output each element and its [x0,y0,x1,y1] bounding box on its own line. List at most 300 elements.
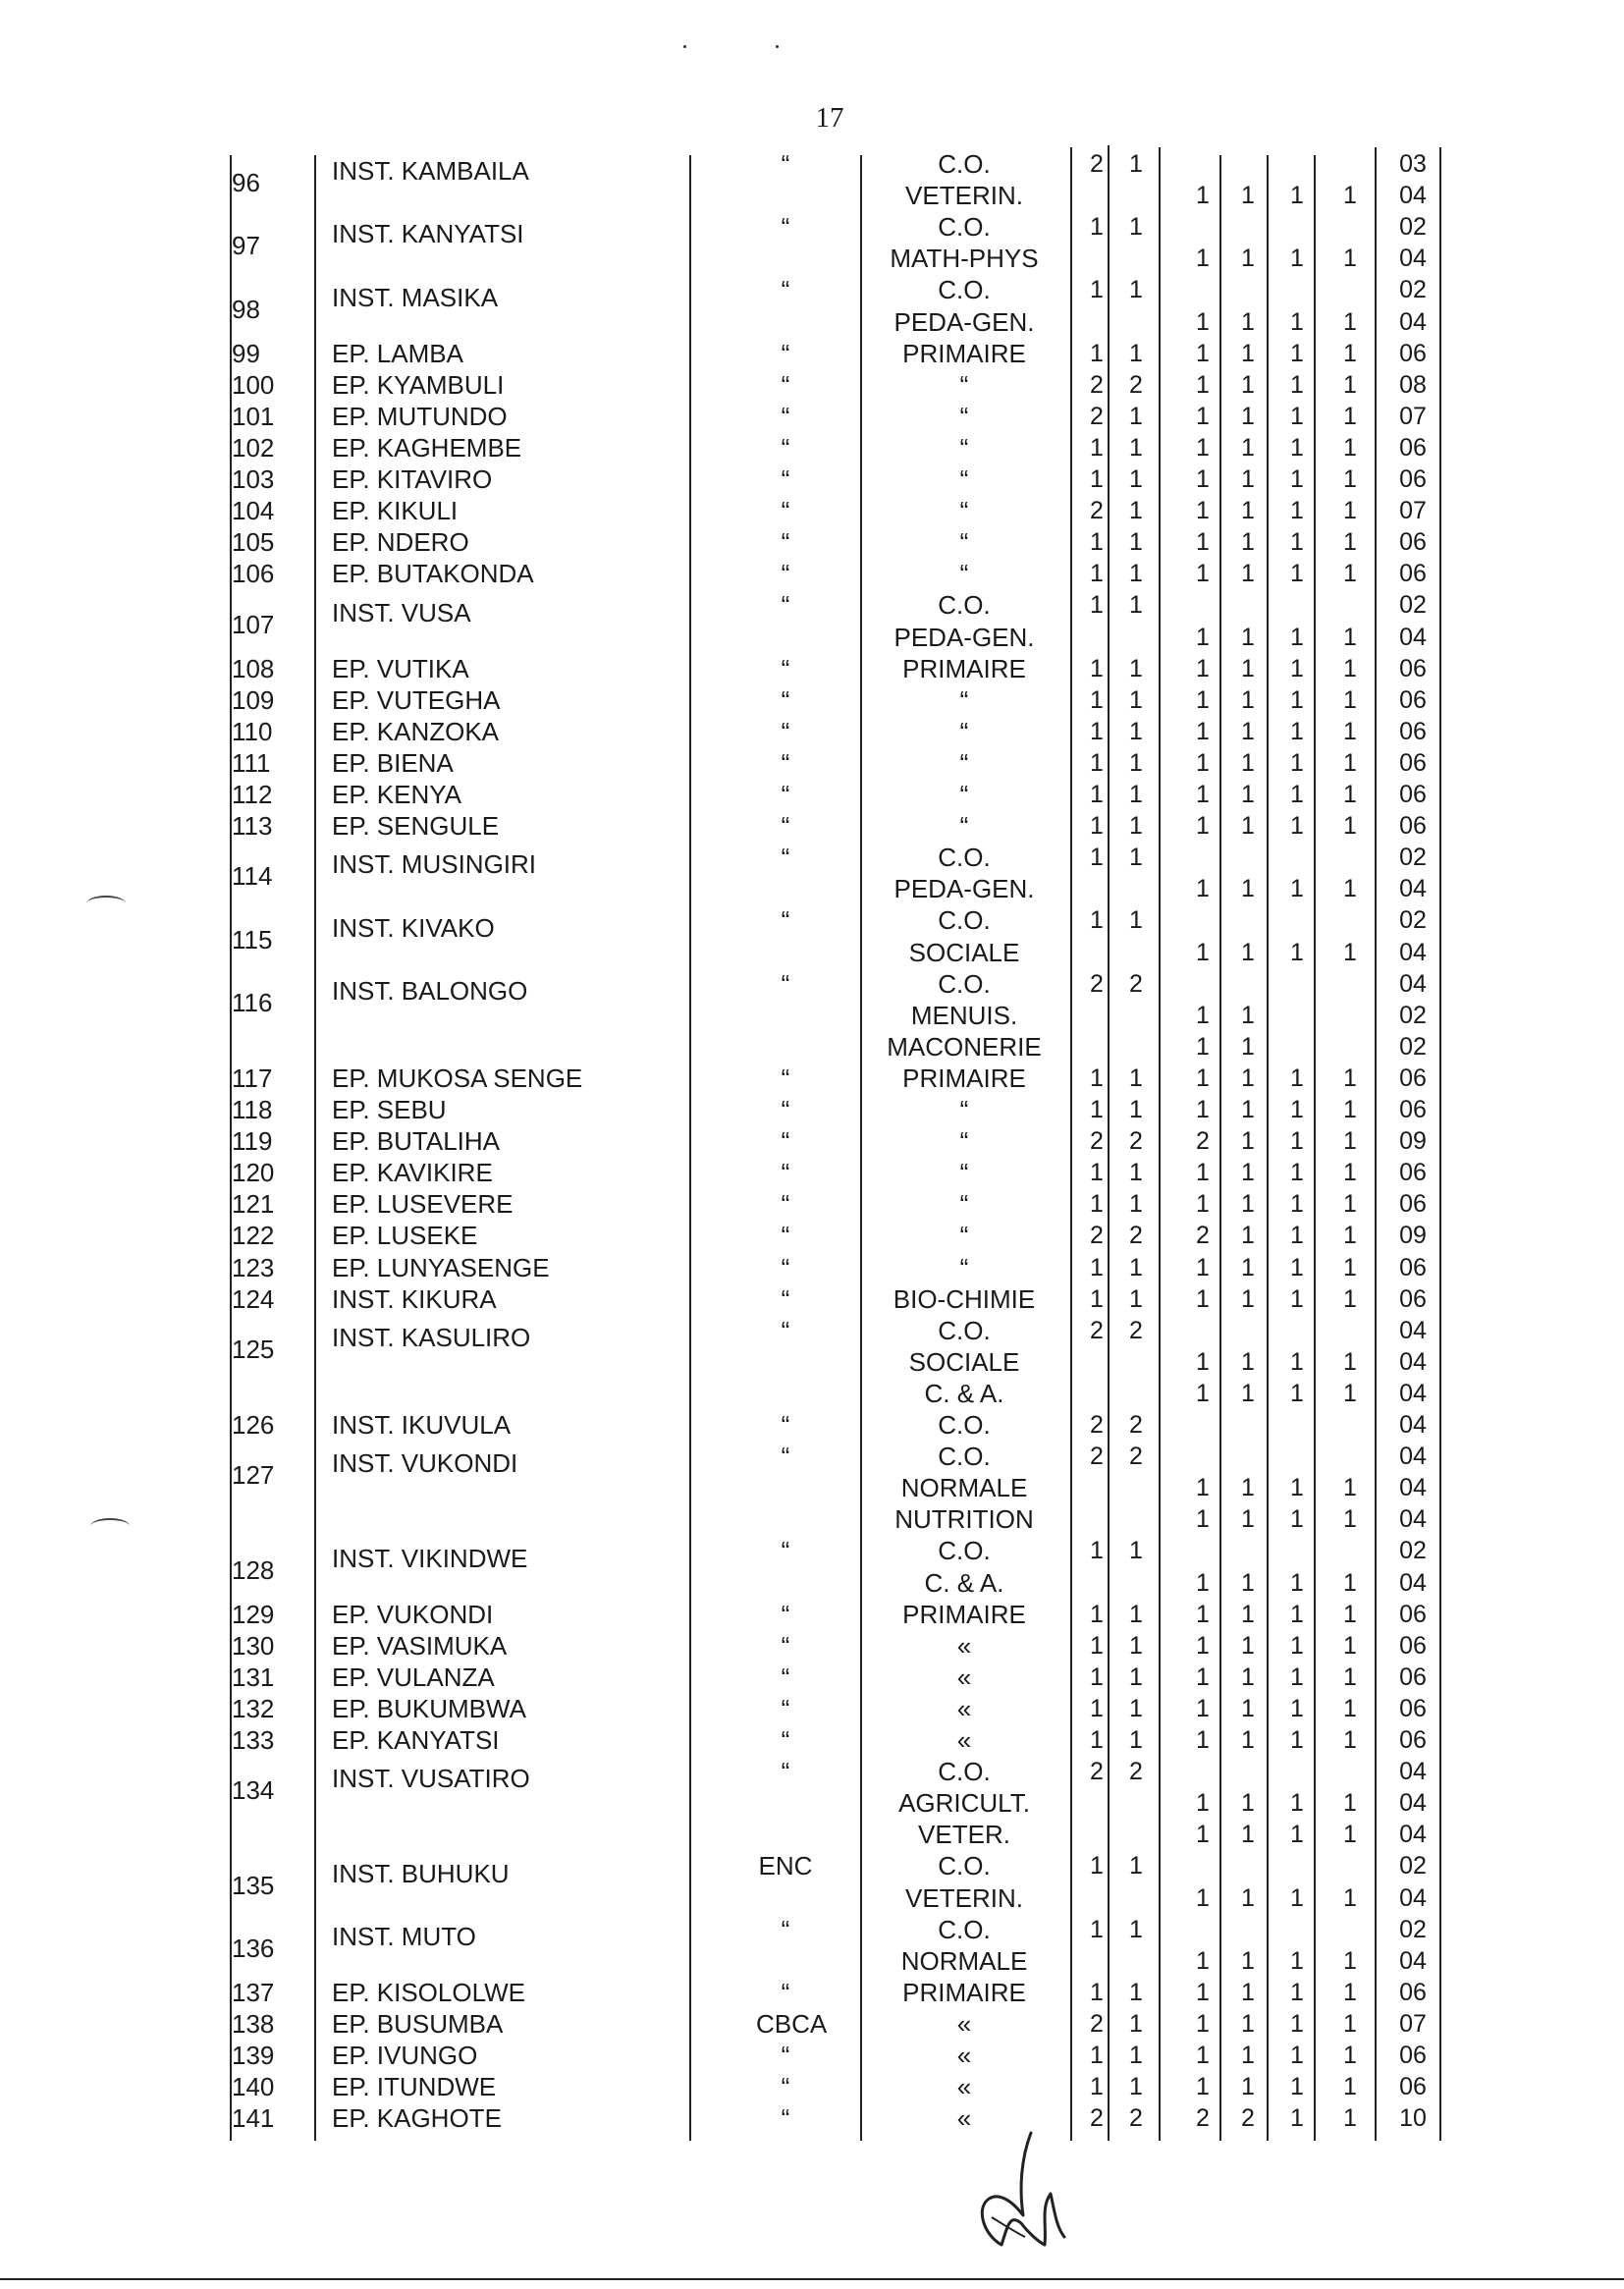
section-name: “ [959,747,969,778]
school-name: INST. KANYATSI [332,219,524,249]
grade-count-4: 1 [1241,245,1255,273]
school-name: INST. BUHUKU [332,1858,510,1888]
section-name: MACONERIE [887,1031,1042,1062]
row-number: 131 [232,1662,275,1692]
total-count: 06 [1399,2073,1427,2101]
grade-count-3 [1188,1915,1218,1944]
grade-count-1: 1 [1090,528,1104,557]
grade-count-2 [1121,623,1151,652]
school-name: INST. BALONGO [332,975,528,1006]
grade-count-5 [1282,1316,1312,1345]
grade-count-5: 1 [1290,1694,1304,1722]
grade-count-5: 1 [1290,2073,1304,2101]
organisation: “ [781,905,790,936]
grade-count-5: 1 [1290,339,1304,367]
grade-count-6 [1335,905,1365,935]
grade-count-3: 1 [1196,1096,1210,1123]
grade-count-4: 1 [1241,1883,1255,1912]
grade-count-4 [1233,275,1263,304]
section-name: « [956,1693,972,1723]
rule-grade-4 [1267,155,1269,2141]
grade-count-5: 1 [1290,875,1304,903]
total-count: 03 [1399,150,1427,178]
grade-count-1: 1 [1090,465,1104,493]
grade-count-1: 2 [1090,1127,1104,1156]
organisation: “ [781,1410,790,1440]
grade-count-4: 1 [1241,465,1255,493]
grade-count-4: 2 [1241,2104,1255,2133]
organisation: “ [781,1095,790,1124]
rule-grade-5 [1314,155,1316,2141]
rule-section-grades [1070,147,1072,2141]
total-count: 02 [1399,906,1427,935]
grade-count-1: 1 [1090,844,1104,872]
row-number: 134 [232,1775,275,1806]
total-count: 06 [1399,465,1427,493]
grade-count-2 [1121,1946,1151,1976]
grade-count-3: 1 [1196,528,1210,557]
grade-count-6: 1 [1343,1253,1357,1281]
total-count: 06 [1399,1600,1427,1628]
grade-count-1: 2 [1090,402,1104,430]
total-count: 04 [1399,623,1427,651]
grade-count-3: 1 [1196,465,1210,493]
row-number: 116 [232,987,273,1017]
grade-count-6: 1 [1343,1600,1357,1628]
grade-count-3: 1 [1196,370,1210,399]
grade-count-1: 1 [1090,213,1104,242]
school-name: EP. VUTEGHA [332,684,501,715]
grade-count-6: 1 [1343,433,1357,462]
grade-count-4: 1 [1241,1096,1255,1123]
grade-count-3: 1 [1196,497,1210,525]
organisation: “ [781,432,790,463]
school-name: INST. KAMBAILA [332,156,529,187]
school-name: EP. KENYA [332,780,461,809]
grade-count-6 [1335,149,1365,179]
grade-count-6: 1 [1343,1694,1357,1722]
grade-count-1: 1 [1090,1096,1104,1123]
total-count: 04 [1399,1568,1427,1597]
grade-count-1: 2 [1090,497,1104,525]
row-number: 137 [232,1977,275,2007]
grade-count-2: 1 [1129,591,1143,620]
school-name: INST. IKUVULA [332,1410,512,1440]
row-number: 112 [232,780,273,809]
school-name: INST. KIKURA [332,1283,497,1314]
row-number: 125 [232,1334,275,1364]
grade-count-5: 1 [1290,654,1304,682]
grade-count-5: 1 [1290,1821,1304,1849]
rule-left-outer [230,155,232,2141]
grade-count-1: 2 [1090,1758,1104,1786]
grade-count-3 [1188,1442,1218,1471]
total-count: 04 [1399,1474,1427,1502]
grade-count-5 [1282,1032,1312,1062]
grade-count-3 [1188,275,1218,304]
total-count: 02 [1399,1032,1427,1061]
school-name: EP. MUTUNDO [332,401,508,431]
grade-count-2 [1121,307,1151,337]
school-name: EP. KAGHOTE [332,2103,502,2134]
grade-count-2 [1121,1001,1151,1030]
grade-count-4: 1 [1241,1726,1255,1754]
total-count: 04 [1399,1316,1427,1344]
total-count: 04 [1399,1883,1427,1912]
grade-count-3: 1 [1196,1001,1210,1029]
grade-count-6 [1335,969,1365,999]
grade-count-1: 1 [1090,812,1104,841]
total-count: 02 [1399,1537,1427,1565]
grade-count-5: 1 [1290,402,1304,430]
section-name: C. & A. [924,1567,1004,1598]
grade-count-6: 1 [1343,1505,1357,1534]
row-number: 107 [232,609,275,639]
grade-count-5: 1 [1290,1159,1304,1187]
grade-count-6 [1335,1915,1365,1944]
school-name: INST. KIVAKO [332,912,495,943]
section-name: C.O. [938,1914,991,1944]
section-name: PEDA-GEN. [893,306,1035,337]
grade-count-2: 2 [1129,2104,1143,2133]
grade-count-1: 2 [1090,1222,1104,1250]
section-name: « [956,1630,972,1661]
school-name: INST. MUSINGIRI [332,849,537,880]
grade-count-6: 1 [1343,1631,1357,1660]
binding-mark [86,896,126,911]
grade-count-6 [1335,212,1365,242]
grade-count-6: 1 [1343,1883,1357,1912]
school-name: EP. BUKUMBWA [332,1693,526,1723]
grade-count-1: 1 [1090,2073,1104,2101]
total-count: 07 [1399,402,1427,430]
organisation: “ [781,1158,790,1188]
section-name: C.O. [938,1442,991,1472]
school-name: EP. KANYATSI [332,1725,500,1755]
grade-count-4: 1 [1241,748,1255,777]
grade-count-6 [1335,1536,1365,1565]
row-number: 106 [232,559,275,589]
grade-count-5: 1 [1290,528,1304,557]
row-number: 135 [232,1870,275,1900]
grade-count-2: 1 [1129,560,1143,588]
grade-count-5: 1 [1290,307,1304,336]
total-count: 06 [1399,339,1427,367]
section-name: AGRICULT. [898,1788,1030,1819]
grade-count-2: 1 [1129,1662,1143,1691]
grade-count-4: 1 [1241,1789,1255,1818]
section-name: “ [959,716,969,746]
section-name: PRIMAIRE [902,338,1026,368]
total-count: 02 [1399,213,1427,242]
grade-count-1: 1 [1090,560,1104,588]
grade-count-3: 1 [1196,1284,1210,1313]
grade-count-1: 2 [1090,1443,1104,1471]
organisation: “ [781,1442,790,1472]
grade-count-4 [1233,1442,1263,1471]
organisation: “ [781,653,790,683]
section-name: VETERIN. [905,1882,1023,1913]
organisation: “ [781,968,790,999]
grade-count-5 [1282,212,1312,242]
grade-count-3: 1 [1196,1631,1210,1660]
grade-count-3: 1 [1196,1347,1210,1376]
grade-count-2: 2 [1129,370,1143,399]
grade-count-6: 1 [1343,2104,1357,2133]
section-name: “ [959,496,969,526]
grade-count-2: 1 [1129,1096,1143,1123]
grade-count-1: 1 [1090,1253,1104,1281]
grade-count-2: 1 [1129,1159,1143,1187]
grade-count-4 [1233,1410,1263,1440]
grade-count-3: 1 [1196,938,1210,966]
row-number: 100 [232,369,275,400]
grade-count-6: 1 [1343,2073,1357,2101]
grade-count-6: 1 [1343,1474,1357,1502]
grade-count-3: 1 [1196,1694,1210,1722]
total-count: 02 [1399,1001,1427,1029]
grade-count-6: 1 [1343,339,1357,367]
row-number: 138 [232,2008,275,2039]
section-name: “ [959,684,969,715]
grade-count-4 [1233,590,1263,620]
grade-count-2: 1 [1129,748,1143,777]
grade-count-6: 1 [1343,1726,1357,1754]
school-name: INST. VUKONDI [332,1448,518,1479]
total-count: 06 [1399,1694,1427,1722]
grade-count-6: 1 [1343,1379,1357,1407]
total-count: 04 [1399,1505,1427,1534]
grade-count-2: 2 [1129,1758,1143,1786]
grade-count-3: 1 [1196,2042,1210,2069]
total-count: 06 [1399,433,1427,462]
section-name: C.O. [938,1851,991,1881]
section-name: « [956,2072,972,2102]
school-name: EP. LUSEKE [332,1221,478,1251]
grade-count-1: 1 [1090,1284,1104,1313]
section-name: “ [959,559,969,589]
grade-count-6: 1 [1343,623,1357,651]
grade-count-2 [1121,1568,1151,1598]
organisation: “ [781,1693,790,1723]
grade-count-2: 1 [1129,1852,1143,1880]
grade-count-6: 1 [1343,781,1357,808]
total-count: 04 [1399,875,1427,903]
grade-count-4: 1 [1241,1600,1255,1628]
grade-count-2: 2 [1129,969,1143,998]
section-name: “ [959,780,969,809]
grade-count-4: 1 [1241,875,1255,903]
total-count: 02 [1399,844,1427,872]
grade-count-2: 1 [1129,465,1143,493]
row-number: 128 [232,1554,275,1585]
section-name: BIO-CHIMIE [893,1283,1036,1314]
grade-count-6: 1 [1343,1127,1357,1156]
grade-count-6: 1 [1343,528,1357,557]
grade-count-4: 1 [1241,1001,1255,1029]
total-count: 06 [1399,685,1427,714]
grade-count-6: 1 [1343,2009,1357,2038]
grade-count-2: 1 [1129,213,1143,242]
grade-count-6: 1 [1343,685,1357,714]
grade-count-2 [1121,181,1151,210]
row-number: 117 [232,1063,273,1093]
grade-count-5: 1 [1290,370,1304,399]
school-name: EP. KANZOKA [332,716,500,746]
total-count: 02 [1399,591,1427,620]
row-number: 132 [232,1693,275,1723]
grade-count-2: 1 [1129,528,1143,557]
grade-count-1: 1 [1090,1694,1104,1722]
grade-count-4: 1 [1241,685,1255,714]
grade-count-1: 2 [1090,969,1104,998]
grade-count-2: 1 [1129,1190,1143,1219]
total-count: 08 [1399,370,1427,399]
grade-count-3: 1 [1196,2073,1210,2101]
rule-grade-2 [1159,147,1161,2141]
section-name: C.O. [938,275,991,305]
grade-count-5 [1282,1442,1312,1471]
grade-count-1: 2 [1090,2104,1104,2133]
row-number: 103 [232,464,275,494]
grade-count-5: 1 [1290,465,1304,493]
organisation: “ [781,1315,790,1345]
grade-count-3: 1 [1196,1505,1210,1534]
row-number: 141 [232,2103,275,2134]
grade-count-4: 1 [1241,781,1255,808]
row-number: 109 [232,684,275,715]
total-count: 06 [1399,1190,1427,1219]
organisation: “ [781,496,790,526]
grade-count-4: 1 [1241,402,1255,430]
grade-count-2 [1121,1820,1151,1849]
grade-count-5: 1 [1290,182,1304,210]
grade-count-1: 1 [1090,1631,1104,1660]
total-count: 06 [1399,748,1427,777]
grade-count-3: 1 [1196,1474,1210,1502]
total-count: 06 [1399,560,1427,588]
organisation: ENC [758,1851,813,1881]
grade-count-4: 1 [1241,1222,1255,1250]
organisation: “ [781,212,790,243]
grade-count-1: 1 [1090,1726,1104,1754]
section-name: “ [959,527,969,558]
grade-count-6: 1 [1343,1284,1357,1313]
row-number: 102 [232,432,275,463]
total-count: 04 [1399,1946,1427,1975]
grade-count-1: 1 [1090,906,1104,935]
section-name: C.O. [938,1536,991,1566]
school-name: EP. LUNYASENGE [332,1252,550,1282]
grade-count-4: 1 [1241,1694,1255,1722]
grade-count-4: 1 [1241,1662,1255,1691]
grade-count-2: 1 [1129,1600,1143,1628]
row-number: 139 [232,2041,275,2070]
total-count: 07 [1399,497,1427,525]
grade-count-3: 1 [1196,875,1210,903]
grade-count-4: 1 [1241,307,1255,336]
row-number: 105 [232,527,275,558]
grade-count-5: 1 [1290,1883,1304,1912]
organisation: “ [781,1757,790,1787]
grade-count-6: 1 [1343,748,1357,777]
organisation: “ [781,2072,790,2102]
section-name: C.O. [938,590,991,621]
grade-count-3: 1 [1196,1726,1210,1754]
section-name: MENUIS. [910,1000,1018,1030]
grade-count-6 [1335,590,1365,620]
grade-count-6: 1 [1343,1222,1357,1250]
section-name: “ [959,1189,969,1220]
organisation: “ [781,747,790,778]
grade-count-2: 1 [1129,906,1143,935]
grade-count-5 [1282,590,1312,620]
grade-count-6 [1335,1442,1365,1471]
row-number: 111 [232,747,271,778]
school-name: EP. SENGULE [332,811,500,842]
section-name: PRIMAIRE [902,653,1026,683]
organisation: “ [781,369,790,400]
grade-count-1: 1 [1090,591,1104,620]
grade-count-6: 1 [1343,654,1357,682]
signature-icon [962,2129,1070,2257]
school-name: EP. KAGHEMBE [332,432,522,463]
row-number: 119 [232,1126,273,1157]
grade-count-5: 1 [1290,623,1304,651]
grade-count-5 [1282,843,1312,872]
grade-count-4: 1 [1241,433,1255,462]
section-name: « [956,1725,972,1755]
section-name: “ [959,369,969,400]
grade-count-5: 1 [1290,1600,1304,1628]
grade-count-5: 1 [1290,1726,1304,1754]
grade-count-3: 2 [1196,1222,1210,1250]
grade-count-6: 1 [1343,1789,1357,1818]
grade-count-4: 1 [1241,1631,1255,1660]
grade-count-2: 2 [1129,1316,1143,1344]
grade-count-5 [1282,1915,1312,1944]
grade-count-3: 1 [1196,1662,1210,1691]
grade-count-5: 1 [1290,685,1304,714]
grade-count-4: 1 [1241,1821,1255,1849]
grade-count-2 [1121,244,1151,273]
school-name: EP. BUTAKONDA [332,559,534,589]
grade-count-5: 1 [1290,1222,1304,1250]
grade-count-3: 1 [1196,2009,1210,2038]
grade-count-2: 1 [1129,1284,1143,1313]
row-number: 130 [232,1630,275,1661]
grade-count-5: 1 [1290,1253,1304,1281]
grade-count-1: 1 [1090,654,1104,682]
section-name: C.O. [938,1315,991,1345]
rule-no-name [314,155,316,2141]
total-count: 04 [1399,307,1427,336]
school-name: EP. BUSUMBA [332,2008,504,2039]
grade-count-3 [1188,590,1218,620]
grade-count-2 [1121,1347,1151,1377]
grade-count-1: 1 [1090,1978,1104,2006]
school-name: EP. BUTALIHA [332,1126,500,1157]
grade-count-6: 1 [1343,1946,1357,1975]
school-name: EP. BIENA [332,747,454,778]
grade-count-5: 1 [1290,781,1304,808]
grade-count-4: 1 [1241,2009,1255,2038]
section-name: PEDA-GEN. [893,874,1035,904]
grade-count-4: 1 [1241,1032,1255,1061]
grade-count-5: 1 [1290,812,1304,841]
section-name: PRIMAIRE [902,1977,1026,2007]
section-name: C. & A. [924,1378,1004,1408]
